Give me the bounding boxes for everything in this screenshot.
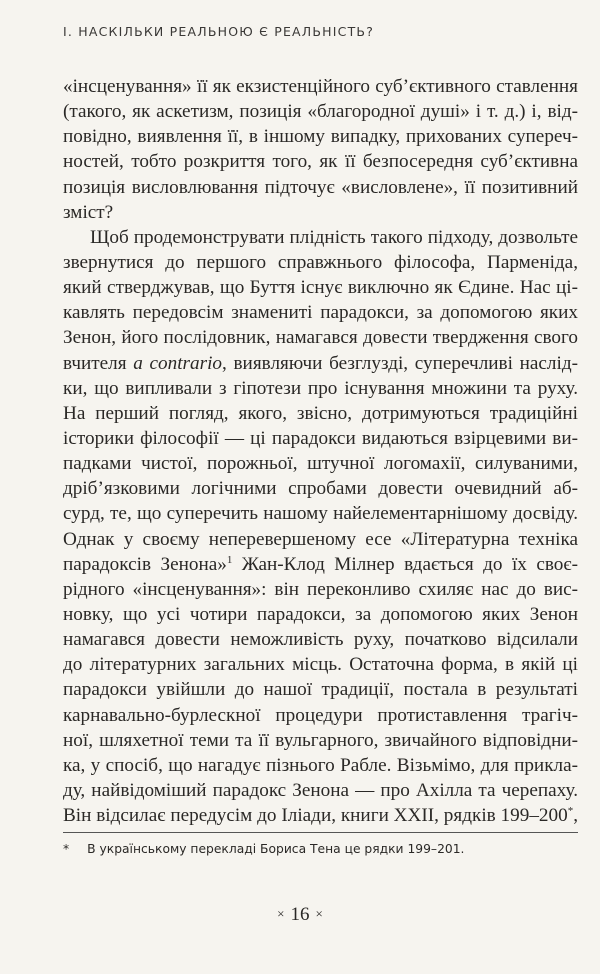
text-line	[63, 527, 578, 552]
text-segment: намагався довести неможливість руху, початково відсилали	[63, 629, 578, 651]
text-line	[63, 275, 578, 300]
running-head: І. НАСКІЛЬКИ РЕАЛЬНОЮ Є РЕАЛЬНІСТЬ?	[63, 24, 375, 39]
text-line	[63, 99, 578, 124]
text-line	[63, 401, 578, 426]
text-line	[63, 175, 578, 200]
text-line	[63, 376, 578, 401]
text-segment: ки, що випливали з гіпотези про існування множини та руху.	[63, 377, 578, 399]
text-line	[63, 124, 578, 149]
text-segment: ,	[573, 805, 578, 827]
footnote-mark: *	[63, 842, 70, 856]
text-line	[63, 300, 578, 325]
text-segment: карнавально-бурлескної процедури протиставлення трагіч-	[63, 704, 578, 726]
text-line	[63, 677, 578, 702]
text-line	[63, 149, 578, 174]
text-segment: вчителя	[63, 352, 134, 374]
page-number-value: 16	[290, 904, 310, 925]
text-line	[63, 351, 578, 376]
text-segment: історики філософії — ці парадокси видаються взірцевими ви-	[63, 427, 578, 449]
text-line	[63, 577, 578, 602]
text-segment: ду, найвідоміший парадокс Зенона — про Ахілла та черепаху.	[63, 779, 578, 801]
text-segment: ка, у спосіб, що нагадує пізнього Рабле. Візьмімо, для прикла-	[63, 754, 578, 776]
body-text	[63, 74, 578, 828]
text-segment: новку, що усі чотири парадокси, за допомогою яких Зенон	[63, 603, 578, 625]
text-line	[63, 778, 578, 803]
text-segment: кавлять передовсім знамениті парадокси, за допомогою яких	[63, 302, 578, 324]
text-line	[63, 451, 578, 476]
ornament-right: ×	[315, 906, 323, 921]
text-line	[63, 753, 578, 778]
text-line	[63, 652, 578, 677]
footnote	[63, 842, 464, 856]
text-segment: який стверджував, що Буття існує виключно як Єдине. Нас ці-	[63, 277, 578, 299]
text-segment: сурд, те, що суперечить нашому найелементарнішому досвіду.	[63, 503, 578, 525]
text-segment: Жан-Клод Мілнер вдається до їх своє-	[232, 553, 578, 575]
text-segment: парадокси увійшли до нашої традиції, постала в результаті	[63, 679, 578, 701]
text-line	[63, 602, 578, 627]
text-segment: (такого, як аскетизм, позиція «благородної душі» і т. д.) і, від-	[63, 101, 578, 123]
footnote-text: В українському перекладі Бориса Тена це рядки 199–201.	[87, 842, 465, 856]
text-segment: ностей, тобто розкриття того, як її безпосередня суб’єктивна	[63, 151, 578, 173]
text-segment: до літературних загальних місць. Остаточна форма, в якій ці	[63, 654, 578, 676]
text-segment: парадоксів Зенона»	[63, 553, 227, 575]
text-line	[63, 803, 578, 828]
text-segment: Він відсилає передусім до Іліади, книги XXII, рядків 199–200	[63, 805, 568, 827]
text-line	[63, 74, 578, 99]
italic-phrase: a contrario	[133, 352, 223, 374]
text-line	[63, 426, 578, 451]
text-segment: «інсценування» її як екзистенційного суб’єктивного ставлення	[63, 76, 578, 97]
text-segment: , виявляючи безглузді, суперечливі наслід-	[222, 352, 578, 374]
text-segment: ної, шляхетної теми та її вульгарного, звичайного відповідни-	[63, 729, 578, 751]
page-number	[0, 904, 600, 926]
text-segment: падками чистої, порожньої, штучної логомахії, силуваними,	[63, 453, 578, 475]
text-segment: Зенон, його послідовник, намагався довести твердження свого	[63, 327, 578, 349]
text-segment: На перший погляд, якого, звісно, дотримуються традиційні	[63, 402, 578, 424]
text-segment: зміст?	[63, 201, 114, 223]
text-line	[63, 250, 578, 275]
text-line	[63, 703, 578, 728]
footnote-reference: *	[567, 805, 574, 818]
text-segment: дріб’язковими логічними спробами довести очевидний аб-	[63, 478, 578, 500]
text-line	[63, 225, 578, 250]
text-line	[63, 552, 578, 577]
text-line	[63, 728, 578, 753]
text-line	[63, 476, 578, 501]
text-line	[63, 200, 578, 225]
text-segment: звернутися до першого справжнього філософа, Парменіда,	[63, 251, 578, 273]
text-segment: Щоб продемонструвати плідність такого підходу, дозвольте	[90, 226, 578, 248]
footnote-divider	[63, 832, 578, 833]
text-segment: позиція висловлювання підточує «висловлене», її позитивний	[63, 176, 578, 198]
text-line	[63, 325, 578, 350]
ornament-left: ×	[277, 906, 285, 921]
text-segment: повідно, виявлення її, в іншому випадку, прихованих супереч-	[63, 126, 578, 148]
text-line	[63, 627, 578, 652]
text-segment: Однак у своєму неперевершеному есе «Літературна техніка	[63, 528, 578, 550]
text-line	[63, 501, 578, 526]
text-segment: рідного «інсценування»: він переконливо схиляє нас до вис-	[63, 578, 578, 600]
footnote-reference: 1	[226, 553, 233, 566]
